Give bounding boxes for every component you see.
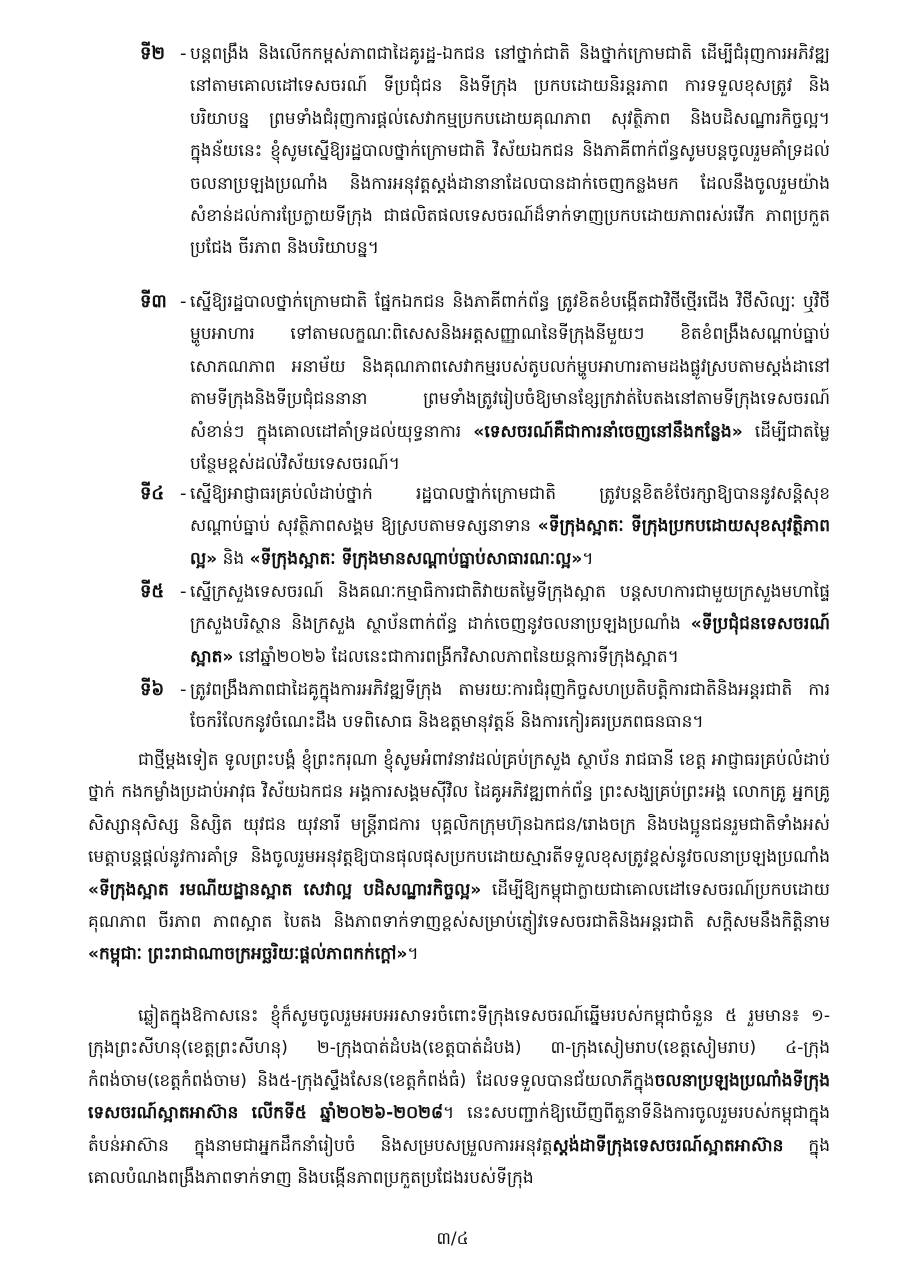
item-dash: -: [180, 679, 187, 700]
item-dash: -: [180, 483, 187, 504]
emphasized-text: «ទីក្រុងស្អាតៈ ទីក្រុងប្រកបដោយសុខសុវត្ថិភាពល្អ»: [190, 516, 830, 569]
list-item-2: [140, 38, 830, 265]
text-run: ។: [582, 548, 594, 569]
list-item-4: [140, 478, 830, 575]
text-run: បន្តពង្រឹង និងលើកកម្ពស់ភាពជាដៃគូរដ្ឋ-ឯកជន នៅថ្នាក់ជាតិ និងថ្នាក់ក្រោមជាតិ ដើម្បីជំរុញការអភិវឌ្ឍនៅតាមគោលដៅទេសចរណ៍ ទីប្រជុំជន និងទីក្រុង ប្រកបដោយនិរន្តរភាព ការទទួលខុសត្រូវ និងបរិយាបន្ន ព្រមទាំងជំរុញការផ្តល់សេវាកម្មប្រកបដោយគុណភាព សុវត្ថិភាព និងបដិសណ្ឋារកិច្ចល្អ។ ក្នុងន័យនេះ ខ្ញុំសូមស្នើឱ្យរដ្ឋបាលថ្នាក់ក្រោមជាតិ វិស័យឯកជន និងភាគីពាក់ព័ន្ធសូមបន្តចូលរួមគាំទ្រដល់ចលនាប្រឡងប្រណាំង និងការអនុវត្តស្តង់ដានានាដែលបានដាក់ចេញកន្លងមក ដែលនឹងចូលរួមយ៉ាងសំខាន់ដល់ការប្រែក្លាយទីក្រុង ជាផលិតផលទេសចរណ៍ដ៏ទាក់ទាញប្រកបដោយភាពរស់រវើក ភាពប្រកួតប្រជែង ចីរភាព និងបរិយាបន្ន។: [190, 44, 830, 259]
emphasized-text: «ទីក្រុងស្អាត រមណីយដ្ឋានស្អាត សេវាល្អ បដិសណ្ឋារកិច្ចល្អ»: [88, 879, 482, 900]
body-paragraph: [88, 1000, 830, 1194]
emphasized-text: «ទីប្រជុំជនទេសចរណ៍ស្អាត»: [190, 614, 830, 667]
text-run: ដើម្បីឱ្យកម្ពុជាក្លាយជាគោលដៅទេសចរណ៍ប្រកបដោយគុណភាព ចីរភាព ភាពស្អាត បៃតង និងភាពទាក់ទាញខ្ពស់សម្រាប់ភ្ញៀវទេសចរជាតិនិងអន្តរជាតិ សក្តិសមនឹងកិត្តិនាម: [88, 879, 830, 933]
text-run: ក្នុងគោលបំណងពង្រឹងភាពទាក់ទាញ និងបង្កើនភាពប្រកួតប្រជែងរបស់ទីក្រុង: [88, 1135, 830, 1189]
emphasized-text: ចលនាប្រឡងប្រណាំងទីក្រុងទេសចរណ៍ស្អាតអាស៊ាន លើកទី៥ ឆ្នាំ២០២៦-២០២៨: [88, 1070, 830, 1124]
item-number: ទី៥: [140, 581, 165, 602]
emphasized-text: «ទីក្រុងស្អាតៈ ទីក្រុងមានសណ្តាប់ធ្នាប់សាធារណៈល្អ»: [249, 548, 583, 569]
emphasized-text: «ទេសចរណ៍គឺជាការនាំចេញនៅនឹងកន្លែង»: [473, 421, 743, 442]
text-run: ស្នើក្រសួងទេសចរណ៍ និងគណៈកម្មាធិការជាតិវាយតម្លៃទីក្រុងស្អាត បន្តសហការជាមួយក្រសួងមហាផ្ទៃ ក្រសួងបរិស្ថាន និងក្រសួង ស្ថាប័នពាក់ព័ន្ធ ដាក់ចេញនូវចលនាប្រឡងប្រណាំង: [190, 582, 830, 635]
text-run: ជាថ្មីម្តងទៀត ទូលព្រះបង្គំ ខ្ញុំព្រះករុណា ខ្ញុំសូមអំពាវនាវដល់គ្រប់ក្រសួង ស្ថាប័ន រាជធានី ខេត្ត អាជ្ញាធរគ្រប់លំដាប់ថ្នាក់ កងកម្លាំងប្រដាប់អាវុធ វិស័យឯកជន អង្គការសង្គមស៊ីវិល ដៃគូអភិវឌ្ឍពាក់ព័ន្ធ ព្រះសង្ឃគ្រប់ព្រះអង្គ លោកគ្រូ អ្នកគ្រូ សិស្សានុសិស្ស និស្សិត យុវជន យុវនារី មន្ត្រីរាជការ បុគ្គលិកក្រុមហ៊ុនឯកជន/រោងចក្រ និងបងប្អូនជនរួមជាតិទាំងអស់ មេត្តាបន្តផ្តល់នូវការគាំទ្រ និងចូលរួមអនុវត្តឱ្យបានផុលផុសប្រកបដោយស្មារតីទទួលខុសត្រូវខ្ពស់នូវចលនាប្រឡងប្រណាំង: [88, 750, 831, 868]
text-run: នៅឆ្នាំ២០២៦ ដែលនេះជាការពង្រីកវិសាលភាពនៃយន្តការទីក្រុងស្អាត។: [233, 646, 679, 667]
item-text: [190, 286, 830, 480]
text-run: និង: [217, 548, 250, 569]
item-text: [190, 576, 830, 673]
item-dash: -: [180, 291, 187, 312]
body-paragraph: [88, 744, 830, 971]
emphasized-text: «កម្ពុជាៈ ព្រះរាជាណាចក្រអច្ឆរិយៈផ្តល់ភាពកក់ក្តៅ»: [88, 944, 408, 965]
text-run: ឆ្លៀតក្នុងឱកាសនេះ ខ្ញុំក៏សូមចូលរួមអបអរសាទរចំពោះទីក្រុងទេសចរណ៍ឆ្នើមរបស់កម្ពុជាចំនួន ៥ រួមមាន៖ ១-ក្រុងព្រះសីហនុ(ខេត្តព្រះសីហនុ) ២-ក្រុងបាត់ដំបង(ខេត្តបាត់ដំបង) ៣-ក្រុងសៀមរាប(ខេត្តសៀមរាប) ៤-ក្រុងកំពង់ចាម(ខេត្តកំពង់ចាម) និង៥-ក្រុងស្ទឹងសែន(ខេត្តកំពង់ធំ) ដែលទទួលបានជ័យលាភីក្នុង: [88, 1006, 830, 1091]
item-number: ទី៦: [140, 679, 165, 700]
item-number: ទី៤: [140, 483, 165, 504]
item-text: [190, 38, 830, 265]
text-run: ស្នើឱ្យអាជ្ញាធរគ្រប់លំដាប់ថ្នាក់ រដ្ឋបាលថ្នាក់ក្រោមជាតិ ត្រូវបន្តខិតខំថែរក្សាឱ្យបាននូវសន្តិសុខ សណ្តាប់ធ្នាប់ សុវត្ថិភាពសង្គម ឱ្យស្របតាមទស្សនាទាន: [190, 484, 830, 537]
item-text: [190, 674, 830, 739]
list-item-3: [140, 286, 830, 480]
text-run: ត្រូវពង្រឹងភាពជាដៃគូក្នុងការអភិវឌ្ឍទីក្រុង តាមរយៈការជំរុញកិច្ចសហប្រតិបត្តិការជាតិនិងអន្តរជាតិ ការចែករំលែកនូវចំណេះដឹង បទពិសោធ និងឧត្តមានុវត្តន៍ និងការកៀរគរប្រភពធនធាន។: [190, 680, 830, 733]
item-number: ទី២: [140, 43, 166, 64]
text-run: ដើម្បីជាតម្លៃបន្ថែមខ្ពស់ដល់វិស័យទេសចរណ៍។: [190, 421, 831, 475]
text-run: ។ នេះសបញ្ជាក់ឱ្យឃើញពីតួនាទីនិងការចូលរួមរបស់កម្ពុជាក្នុងតំបន់អាស៊ាន ក្នុងនាមជាអ្នកដឹកនាំរៀបចំ និងសម្របសម្រួលការអនុវត្ត: [88, 1103, 830, 1156]
item-number: ទី៣: [140, 291, 167, 312]
emphasized-text: ស្តង់ដាទីក្រុងទេសចរណ៍ស្អាតអាស៊ាន: [552, 1135, 784, 1156]
item-dash: -: [180, 581, 187, 602]
text-run: ។: [407, 944, 419, 965]
list-item-5: [140, 576, 830, 673]
list-item-6: [140, 674, 830, 739]
item-text: [190, 478, 830, 575]
text-run: ស្នើឱ្យរដ្ឋបាលថ្នាក់ក្រោមជាតិ ផ្នែកឯកជន និងភាគីពាក់ព័ន្ធ ត្រូវខិតខំបង្កើតជាវិថីថ្មើរជើង វិថីសិល្បៈ ឬវិថីម្ហូបអាហារ ទៅតាមលក្ខណៈពិសេសនិងអត្តសញ្ញាណនៃទីក្រុងនីមួយៗ ខិតខំពង្រឹងសណ្តាប់ធ្នាប់ សោភណភាព អនាម័យ និងគុណភាពសេវាកម្មរបស់តូបលក់ម្ហូបអាហារតាមដងផ្លូវស្របតាមស្តង់ដានៅតាមទីក្រុងនិងទីប្រជុំជននានា ព្រមទាំងត្រូវរៀបចំឱ្យមានខ្សែក្រវាត់បៃតងនៅតាមទីក្រុងទេសចរណ៍សំខាន់ៗ ក្នុងគោលដៅគាំទ្រដល់យុទ្ធនាការ: [190, 292, 830, 442]
page-number: ៣/៤: [436, 1229, 469, 1249]
item-dash: -: [180, 43, 187, 64]
